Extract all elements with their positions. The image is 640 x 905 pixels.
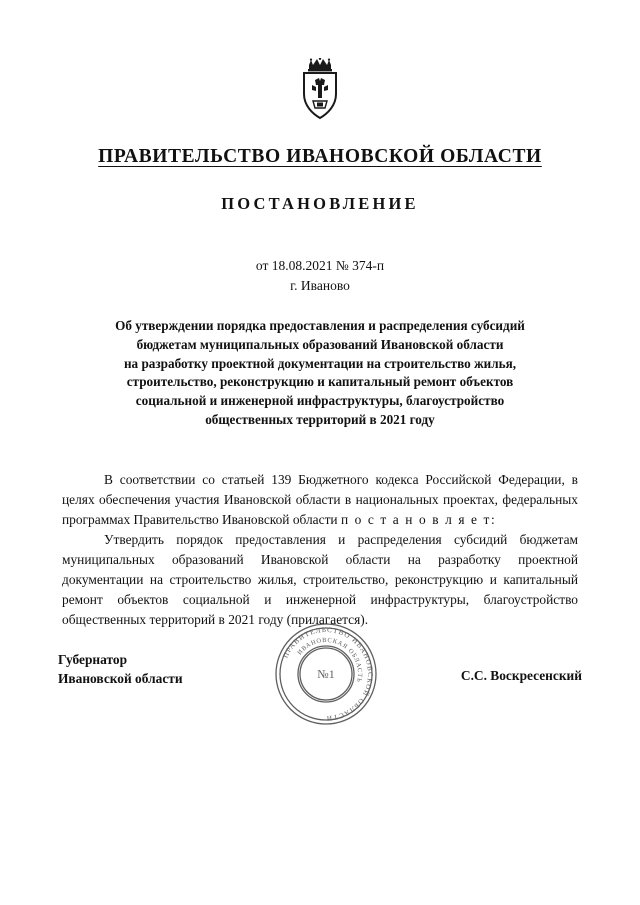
seal-center-text: №1: [317, 667, 335, 681]
document-subject: [58, 317, 582, 429]
document-meta: [58, 256, 582, 295]
signatory-name: С.С. Воскресенский: [460, 668, 582, 683]
signatory-position-line-1: Губернатор: [58, 652, 128, 667]
coat-of-arms-ivanovo-region-icon: [291, 58, 349, 120]
document-body: [58, 470, 582, 631]
document-type: ПОСТАНОВЛЕНИЕ: [221, 194, 419, 213]
signatory-position: [58, 650, 183, 688]
subject-line: социальной и инженерной инфраструктуры, благоустройство: [135, 393, 505, 409]
emblem-container: [58, 0, 582, 120]
date-and-number: от 18.08.2021 № 374-п: [255, 258, 385, 273]
organization-title: ПРАВИТЕЛЬСТВО ИВАНОВСКОЙ ОБЛАСТИ: [98, 146, 542, 167]
subject-line: Об утверждении порядка предоставления и распределения субсидий: [115, 318, 525, 334]
svg-text:ПРАВИТЕЛЬСТВО ИВАНОВСКОЙ ОБЛАС: ПРАВИТЕЛЬСТВО ИВАНОВСКОЙ ОБЛАСТИ: [281, 625, 375, 723]
svg-text:ИВАНОВСКАЯ ОБЛАСТЬ: ИВАНОВСКАЯ ОБЛАСТЬ: [296, 636, 364, 684]
subject-line: на разработку проектной документации на строительство жилья,: [123, 355, 517, 371]
round-official-seal-icon: [272, 620, 380, 728]
subject-line: бюджетам муниципальных образований Ивановской области: [136, 336, 504, 352]
subject-line: строительство, реконструкцию и капитальный ремонт объектов: [126, 374, 514, 390]
body-paragraph-1: [62, 470, 578, 530]
official-seal: [272, 620, 380, 728]
city: г. Иваново: [290, 277, 350, 293]
signatory-position-line-2: Ивановской области: [58, 671, 183, 687]
body-paragraph-2: Утвердить порядок предоставления и распределения субсидий бюджетам муниципальных образований Ивановской области на разработку проектной документации на строительство жилья, строительство, реконструкцию и капитальный ремонт объектов социальной и инженерной инфраструктуры, благоустройство общественных территорий в 2021 году (прилагается).: [62, 531, 578, 628]
paragraph-1-text-b: :: [490, 511, 495, 527]
paragraph-1-spaced-word: п о с т а н о в л я е т: [340, 511, 491, 527]
subject-line: общественных территорий в 2021 году: [205, 411, 435, 427]
paragraph-1-text-a: В соответствии со статьей 139 Бюджетного кодекса Российской Федерации, в целях обеспечения участия Ивановской области в национальных проектах, федеральных программах Правительство Ивановской области: [62, 471, 578, 527]
